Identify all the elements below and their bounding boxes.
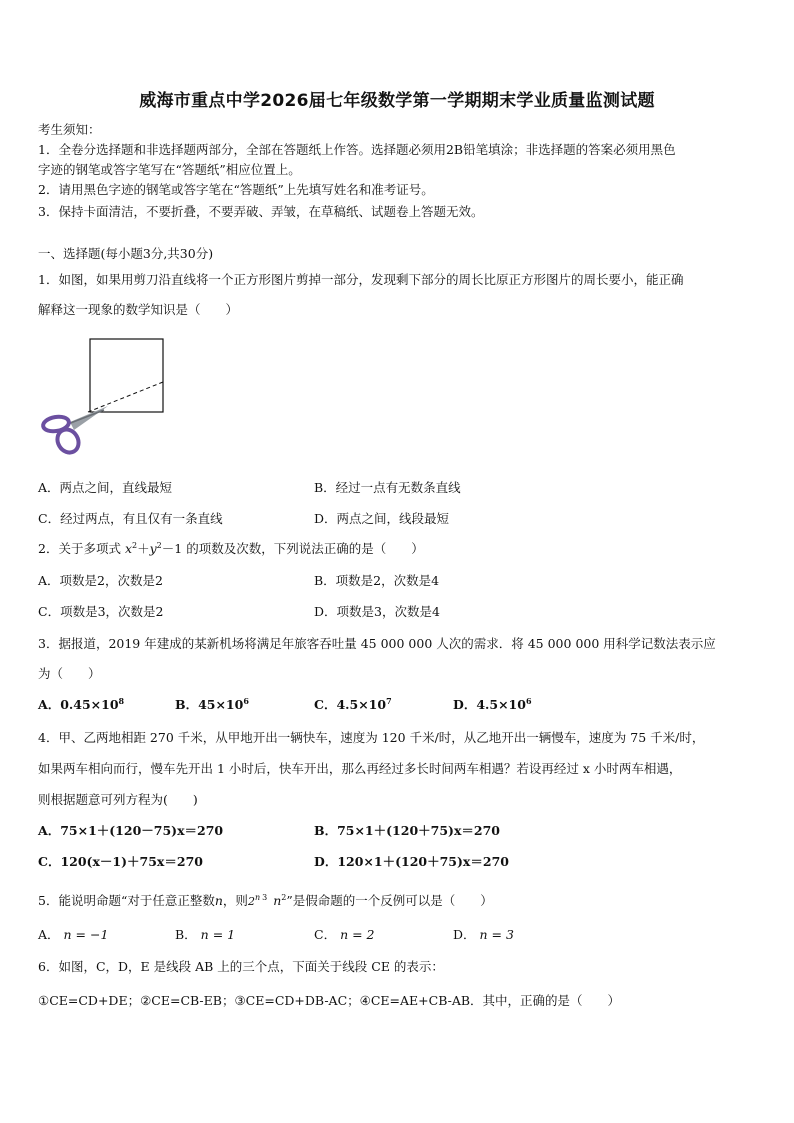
- q5-var-n: n: [214, 893, 223, 909]
- q5-option-d[interactable]: D． n = 3: [453, 927, 514, 942]
- q6-stem-line-2: ①CE=CD+DE；②CE=CB-EB；③CE=CD+DB-AC；④CE=AE+CB-AB．其中，正确的是（ ）: [38, 993, 621, 1008]
- q2-option-d[interactable]: D．项数是3，次数是4: [314, 604, 440, 619]
- q3-stem-line-1: 3．据报道，2019 年建成的某新机场将满足年旅客吞吐量 45 000 000 人次的需求．将 45 000 000 用科学记数法表示应: [38, 636, 716, 651]
- q4-option-a[interactable]: A．75×1＋(120－75)x＝270: [38, 823, 224, 838]
- q3-option-d[interactable]: D．$4.5\times 10^6$: [453, 695, 532, 712]
- q5-expr-base: 2: [247, 895, 255, 909]
- q1-option-b[interactable]: B．经过一点有无数条直线: [314, 480, 461, 495]
- q4-option-b[interactable]: B．75×1＋(120＋75)x＝270: [314, 823, 500, 838]
- q4-stem-line-1: 4．甲、乙两地相距 270 千米，从甲地开出一辆快车，速度为 120 千米/时，从乙地开出一辆慢车，速度为 75 千米/时，: [38, 730, 705, 745]
- q5-option-b[interactable]: B． n = 1: [175, 927, 236, 942]
- q2-plus: ＋: [137, 541, 150, 556]
- q2-exp-1: 2: [132, 540, 138, 550]
- notice-heading: 考生须知：: [38, 122, 101, 137]
- q4-option-d[interactable]: D．120×1＋(120＋75)x＝270: [314, 854, 509, 869]
- q3-option-c[interactable]: C．$4.5\times 10^7$: [314, 695, 392, 712]
- q2-exp-2: 2: [156, 540, 162, 550]
- q2-option-c[interactable]: C．项数是3，次数是2: [38, 604, 164, 619]
- q2-stem-pre: 2．关于多项式: [38, 541, 125, 556]
- q4-stem-line-2: 如果两车相向而行，慢车先开出 1 小时后，快车开出，那么再经过多长时间两车相遇？若设再经过 x 小时两车相遇，: [38, 761, 682, 776]
- q6-stem-line-1: 6．如图，C，D，E 是线段 AB 上的三个点，下面关于线段 CE 的表示：: [38, 959, 444, 974]
- q5-stem-post: ”是假命题的一个反例可以是（ ）: [286, 893, 493, 909]
- q3-option-a[interactable]: A．$0.45\times 10^8$: [38, 695, 125, 712]
- q5-expr-sup: n: [254, 893, 261, 902]
- q1-stem-line-2: 解释这一现象的数学知识是（ ）: [38, 302, 239, 317]
- q5-option-c[interactable]: C． n = 2: [314, 927, 375, 942]
- q2-option-a[interactable]: A．项数是2，次数是2: [38, 573, 163, 588]
- q4-stem-line-3: 则根据题意可列方程为( ): [38, 792, 198, 807]
- q5-exp-n2: 2: [281, 893, 287, 902]
- q1-option-d[interactable]: D．两点之间，线段最短: [314, 511, 450, 526]
- q5-stem-pre: 5．能说明命题“对于任意正整数: [38, 893, 215, 909]
- notice-line-3: 2．请用黑色字迹的钢笔或答字笔在“答题纸”上先填写姓名和准考证号。: [38, 182, 434, 197]
- q1-option-c[interactable]: C．经过两点，有且仅有一条直线: [38, 511, 223, 526]
- q1-stem-line-1: 1．如图，如果用剪刀沿直线将一个正方形图片剪掉一部分，发现剩下部分的周长比原正方形图片的周长要小，能正确: [38, 272, 684, 287]
- q2-var-x: x: [124, 541, 132, 556]
- notice-line-1: 1．全卷分选择题和非选择题两部分，全部在答题纸上作答。选择题必须用2B铅笔填涂；非选择题的答案必须用黑色: [38, 142, 676, 157]
- q5-option-a[interactable]: A． n = −1: [38, 927, 109, 942]
- q1-option-a[interactable]: A．两点之间，直线最短: [38, 480, 173, 495]
- q2-var-y: y: [149, 541, 157, 556]
- q5-stem: [38, 890, 493, 910]
- notice-line-2: 字迹的钢笔或答字笔写在“答题纸”相应位置上。: [38, 162, 301, 177]
- notice-line-4: 3．保持卡面清洁，不要折叠，不要弄破、弄皱，在草稿纸、试题卷上答题无效。: [38, 204, 484, 219]
- scissors-cutting-square-icon: [38, 336, 178, 460]
- q5-stem-mid: ，则: [222, 893, 248, 909]
- q2-stem: [38, 541, 424, 557]
- q4-option-c[interactable]: C．120(x－1)＋75x＝270: [38, 854, 203, 869]
- q5-var-n2: n: [273, 893, 282, 909]
- q2-stem-post: －1 的项数及次数，下列说法正确的是（ ）: [161, 541, 424, 556]
- q3-option-b[interactable]: B．$45\times 10^6$: [175, 695, 249, 712]
- q5-expr-mid: 3: [262, 893, 268, 902]
- page-title: 威海市重点中学2026届七年级数学第一学期期末学业质量监测试题: [139, 91, 655, 111]
- q2-option-b[interactable]: B．项数是2，次数是4: [314, 573, 440, 588]
- section-heading: 一、选择题(每小题3分,共30分): [38, 246, 214, 261]
- q3-stem-line-2: 为（ ）: [38, 666, 101, 681]
